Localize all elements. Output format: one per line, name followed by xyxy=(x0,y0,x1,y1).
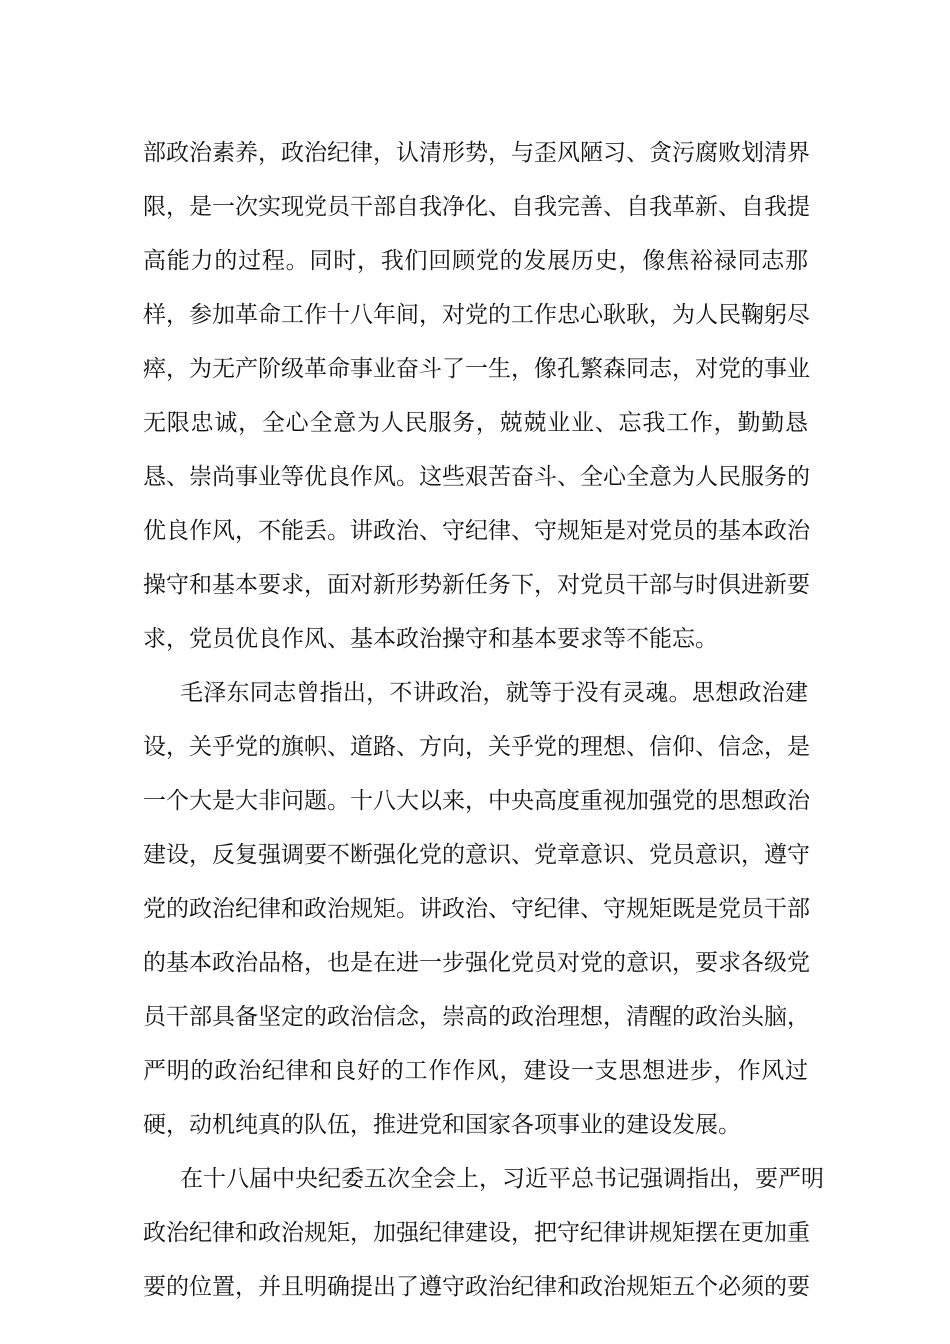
text-line: 样，参加革命工作十八年间，对党的工作忠心耿耿，为人民鞠躬尽 xyxy=(143,302,810,328)
text-line: 瘁，为无产阶级革命事业奋斗了一生，像孔繁森同志，对党的事业 xyxy=(143,356,810,382)
text-line: 硬，动机纯真的队伍，推进党和国家各项事业的建设发展。 xyxy=(143,1112,741,1138)
text-line: 一个大是大非问题。十八大以来，中央高度重视加强党的思想政治 xyxy=(143,788,810,814)
text-line: 的基本政治品格，也是在进一步强化党员对党的意识，要求各级党 xyxy=(143,950,810,976)
text-line: 建设，反复强调要不断强化党的意识、党章意识、党员意识，遵守 xyxy=(143,842,810,868)
text-line: 恳、崇尚事业等优良作风。这些艰苦奋斗、全心全意为人民服务的 xyxy=(143,464,810,490)
text-line: 员干部具备坚定的政治信念，崇高的政治理想，清醒的政治头脑， xyxy=(143,1004,810,1030)
text-line: 严明的政治纪律和良好的工作作风，建设一支思想进步，作风过 xyxy=(143,1058,808,1084)
text-line: 操守和基本要求，面对新形势新任务下，对党员干部与时俱进新要 xyxy=(143,572,810,598)
text-line: 政治纪律和政治规矩，加强纪律建设，把守纪律讲规矩摆在更加重 xyxy=(143,1220,810,1246)
text-line: 部政治素养，政治纪律，认清形势，与歪风陋习、贪污腐败划清界 xyxy=(143,140,810,166)
text-line: 优良作风，不能丢。讲政治、守纪律、守规矩是对党员的基本政治 xyxy=(143,518,810,544)
body-text xyxy=(143,126,824,1314)
text-line: 党的政治纪律和政治规矩。讲政治、守纪律、守规矩既是党员干部 xyxy=(143,896,810,922)
text-line: 限，是一次实现党员干部自我净化、自我完善、自我革新、自我提 xyxy=(143,194,810,220)
text-line: 要的位置，并且明确提出了遵守政治纪律和政治规矩五个必须的要 xyxy=(143,1274,810,1300)
paragraph-first-line: 毛泽东同志曾指出，不讲政治，就等于没有灵魂。思想政治建 xyxy=(180,680,808,706)
text-line: 设，关乎党的旗帜、道路、方向，关乎党的理想、信仰、信念，是 xyxy=(143,734,810,760)
paragraph-first-line: 在十八届中央纪委五次全会上，习近平总书记强调指出，要严明 xyxy=(180,1166,824,1192)
text-line: 无限忠诚，全心全意为人民服务，兢兢业业、忘我工作，勤勤恳 xyxy=(143,410,808,436)
text-line: 高能力的过程。同时，我们回顾党的发展历史，像焦裕禄同志那 xyxy=(143,248,808,274)
text-line: 求，党员优良作风、基本政治操守和基本要求等不能忘。 xyxy=(143,626,718,652)
